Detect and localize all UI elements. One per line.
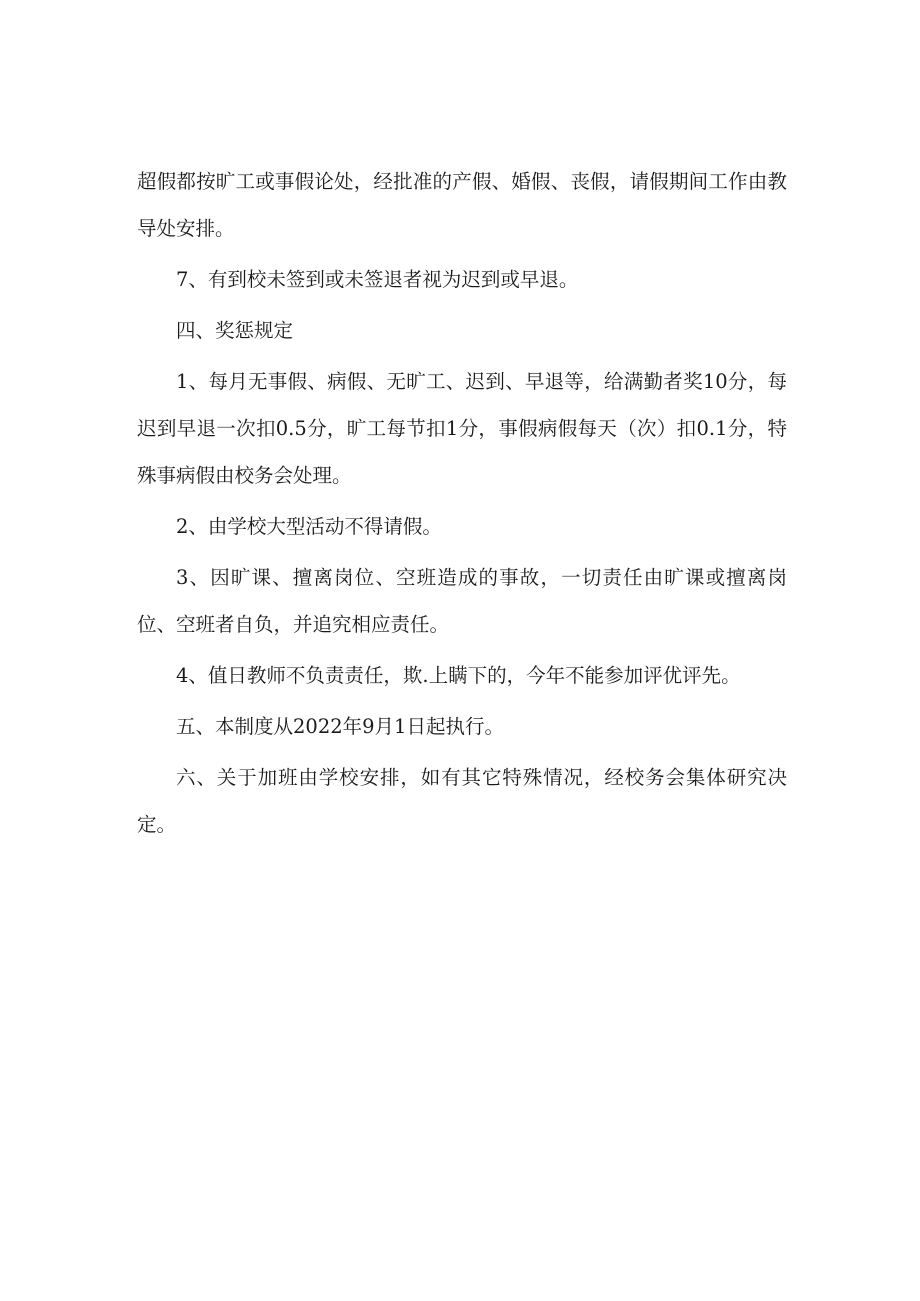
document-body [137, 158, 787, 852]
paragraph-reward-rule-3: 3、因旷课、擅离岗位、空班造成的事故，一切责任由旷课或擅离岗位、空班者自负，并追究相应责任。 [137, 566, 787, 636]
paragraph-rule-7: 7、有到校未签到或未签退者视为迟到或早退。 [176, 268, 579, 291]
paragraph-reward-rule-1: 1、每月无事假、病假、无旷工、迟到、早退等，给满勤者奖10分，每迟到早退一次扣0.5分，旷工每节扣1分，事假病假每天（次）扣0.1分，特殊事病假由校务会处理。 [137, 370, 787, 487]
paragraph-reward-rule-4: 4、值日教师不负责责任，欺.上瞒下的，今年不能参加评优评先。 [176, 664, 741, 687]
section-effective-date: 五、本制度从2022年9月1日起执行。 [176, 715, 504, 738]
paragraph-continuation: 超假都按旷工或事假论处，经批准的产假、婚假、丧假，请假期间工作由教导处安排。 [137, 170, 787, 240]
section-heading-rewards-penalties: 四、奖惩规定 [176, 319, 294, 342]
paragraph-reward-rule-2: 2、由学校大型活动不得请假。 [176, 515, 442, 538]
section-overtime: 六、关于加班由学校安排，如有其它特殊情况，经校务会集体研究决定。 [137, 766, 787, 836]
